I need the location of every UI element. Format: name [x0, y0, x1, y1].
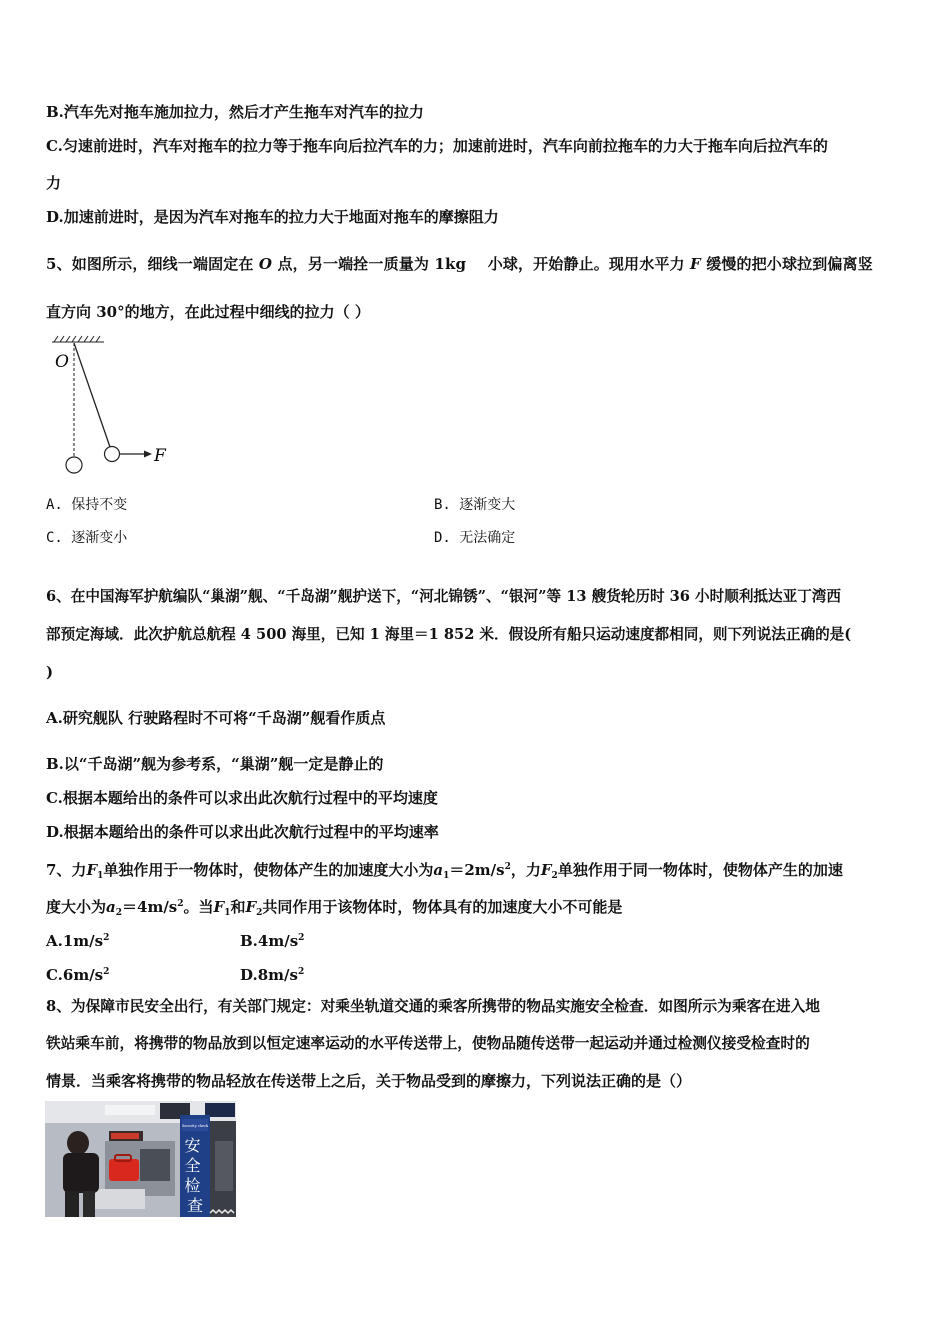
q6-option-a: A.研究舰队 行驶路程时不可将“千岛湖”舰看作质点	[46, 709, 386, 727]
q8-stem-line1: 8、为保障市民安全出行，有关部门规定：对乘坐轨道交通的乘客所携带的物品实施安全检查．如图所示为乘客在进入地	[46, 998, 820, 1015]
q4-option-c-line1: C.匀速前进时，汽车对拖车的拉力等于拖车向后拉汽车的力；加速前进时，汽车向前拉拖车的力大于拖车向后拉汽车的	[46, 137, 828, 155]
q4-option-c-line2: 力	[46, 174, 62, 192]
q7-option-a: $A.1m/s^2$	[46, 932, 110, 950]
q5-option-b: B. 逐渐变大	[434, 497, 516, 513]
q5-option-d: D. 无法确定	[434, 530, 516, 546]
security-check-photo	[45, 1101, 236, 1217]
q7-stem-line2: 度大小为$a_2=4m/s^2$。当$F_1$和$F_2$共同作用于该物体时，物体具有的加速度大小不可能是	[46, 898, 623, 918]
q7-option-d: $D.8m/s^2$	[240, 966, 305, 984]
force-arrow-head	[144, 451, 152, 458]
q6-option-d: D.根据本题给出的条件可以求出此次航行过程中的平均速率	[46, 823, 439, 841]
q7-option-c: $C.6m/s^2$	[46, 966, 110, 984]
q5-stem-line1: 5、如图所示，细线一端固定在 O 点，另一端拴一质量为 1kg 小球，开始静止。现用水平力 F 缓慢的把小球拉到偏离竖	[46, 255, 873, 273]
string-line	[74, 343, 110, 447]
pulled-ball	[105, 447, 120, 462]
q5-option-a: A. 保持不变	[46, 497, 128, 513]
q7-stem-line1: 7、力$F_1$单独作用于一物体时，使物体产生的加速度大小为$a_1=2m/s^2$，力$F_2$单独作用于同一物体时，使物体产生的加速	[46, 861, 843, 881]
q6-option-c: C.根据本题给出的条件可以求出此次航行过程中的平均速度	[46, 789, 438, 807]
point-o-label: O	[55, 352, 69, 372]
q7-option-b: $B.4m/s^2$	[240, 932, 305, 950]
photo-sign-text: 安 全 检 查	[184, 1136, 204, 1215]
q8-stem-line2: 铁站乘车前，将携带的物品放到以恒定速率运动的水平传送带上，使物品随传送带一起运动并通过检测仪接受检查时的	[46, 1035, 810, 1052]
q5-option-c: C. 逐渐变小	[46, 530, 128, 546]
q4-option-b: B.汽车先对拖车施加拉力，然后才产生拖车对汽车的拉力	[46, 103, 424, 121]
q8-stem-line3: 情景．当乘客将携带的物品轻放在传送带上之后，关于物品受到的摩擦力，下列说法正确的是（）	[46, 1072, 692, 1090]
pendulum-figure	[44, 334, 184, 474]
q4-option-d: D.加速前进时，是因为汽车对拖车的拉力大于地面对拖车的摩擦阻力	[46, 208, 499, 226]
q6-stem-line1: 6、在中国海军护航编队“巢湖”舰、“千岛湖”舰护送下，“河北锦锈”、“银河”等 13 艘货轮历时 36 小时顺利抵达亚丁湾西	[46, 588, 841, 605]
force-f-label: F	[154, 446, 166, 466]
photo-small-sign-text: Security check	[181, 1124, 209, 1128]
q6-option-b: B.以“千岛湖”舰为参考系，“巢湖”舰一定是静止的	[46, 755, 384, 773]
q6-stem-line2: 部预定海域．此次护航总航程 4 500 海里，已知 1 海里＝1 852 米．假设所有船只运动速度都相同，则下列说法正确的是(	[46, 626, 852, 643]
q6-stem-line3: )	[46, 663, 54, 681]
ceiling-hatch	[52, 336, 104, 342]
q5-stem-line2: 直方向 30°的地方，在此过程中细线的拉力（ ）	[46, 303, 370, 321]
initial-ball	[66, 457, 82, 473]
